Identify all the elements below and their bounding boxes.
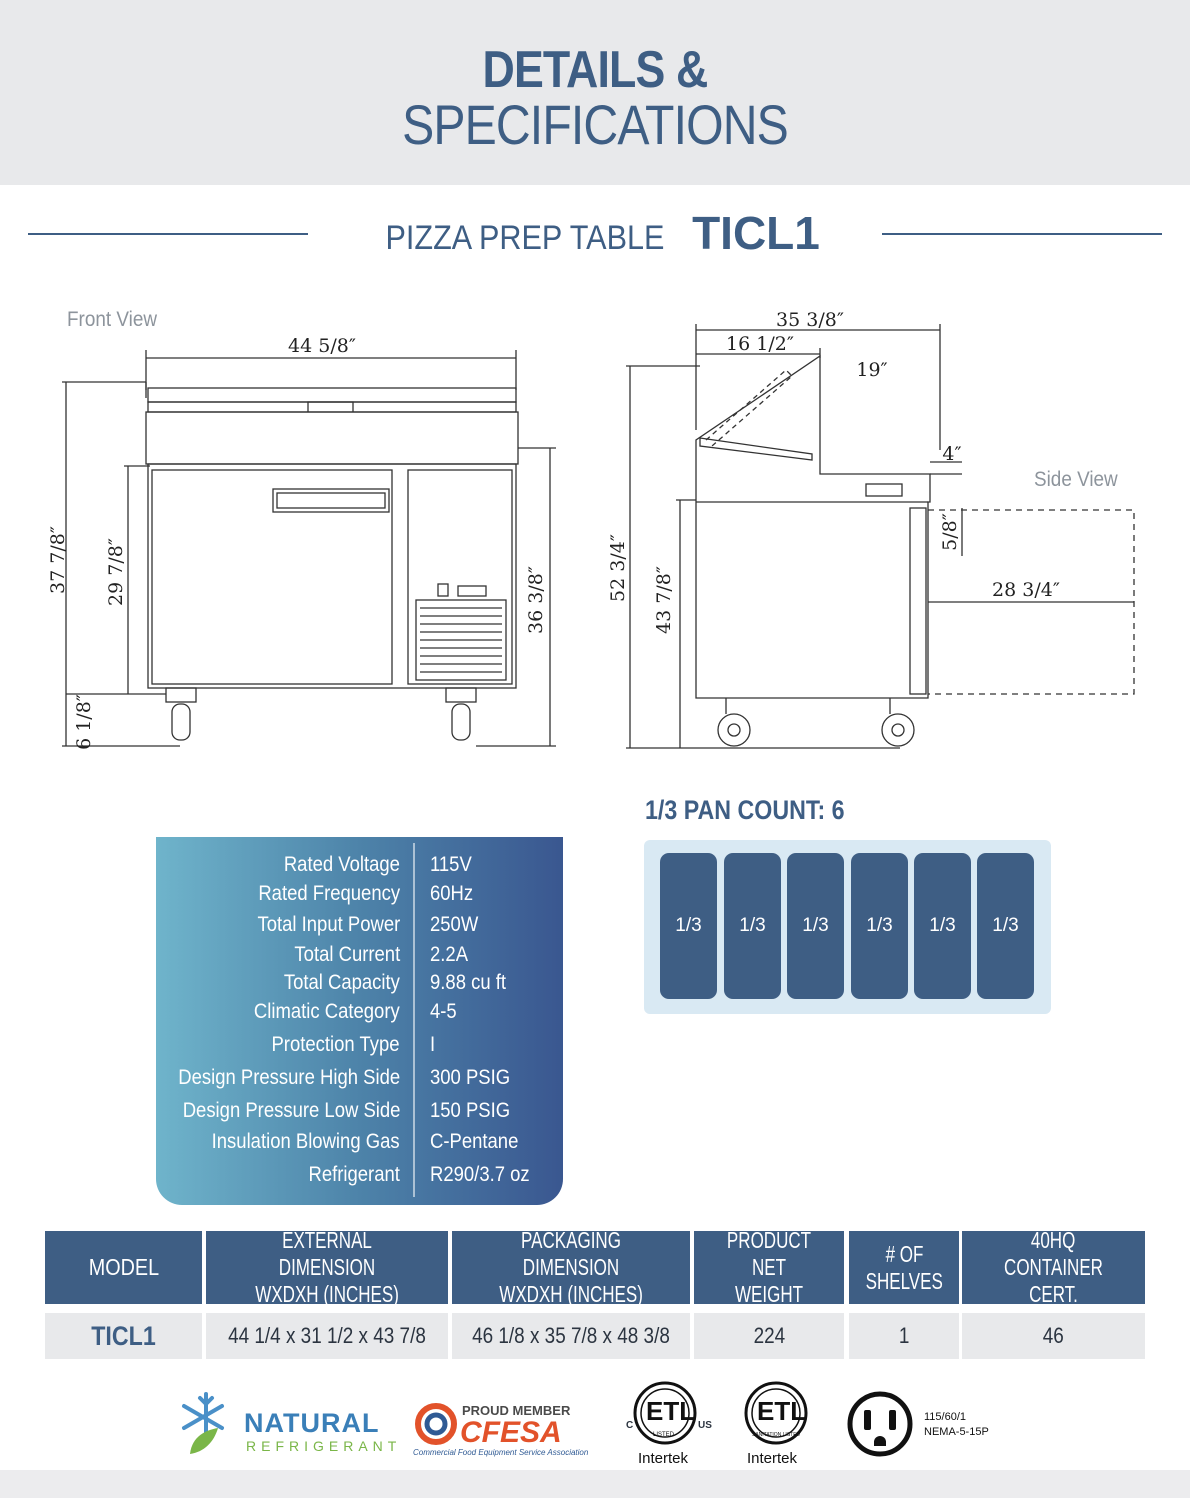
spec-row xyxy=(156,971,563,1001)
table-header-packaging-dimension: PACKAGING DIMENSION WXDXH (INCHES) xyxy=(452,1231,690,1304)
dim-front-cabinet-height: 29 7/8″ xyxy=(105,538,127,606)
table-header-container: 40HQ CONTAINER CERT. xyxy=(962,1231,1145,1304)
table-header-external-dimension: EXTERNAL DIMENSION WXDXH (INCHES) xyxy=(206,1231,448,1304)
etl-c-mark: C xyxy=(626,1420,634,1431)
spec-row xyxy=(156,1163,563,1193)
cfesa-proud-member: PROUD MEMBER xyxy=(462,1403,571,1418)
technical-drawing xyxy=(0,290,1190,770)
header-band xyxy=(0,0,1190,185)
side-view-dimension-text xyxy=(607,309,1060,634)
product-subtitle xyxy=(0,206,1190,260)
etl-listed-small: LISTED xyxy=(653,1432,675,1438)
spec-label: Total Input Power xyxy=(257,913,400,936)
dim-side-lid-depth: 16 1/2″ xyxy=(726,333,794,355)
dim-front-width: 44 5/8″ xyxy=(288,335,356,357)
dim-side-top-depth: 19″ xyxy=(856,359,888,381)
dim-side-total-depth: 35 3/8″ xyxy=(776,309,844,331)
table-header-net-weight: PRODUCT NET WEIGHT xyxy=(694,1231,844,1304)
pan-slot: 1/3 xyxy=(977,853,1034,999)
front-view-label: Front View xyxy=(67,308,157,331)
spec-panel xyxy=(156,837,563,1205)
spec-label: Insulation Blowing Gas xyxy=(212,1130,400,1153)
etl-us-mark: US xyxy=(698,1420,712,1431)
spec-row xyxy=(156,882,563,912)
etl-mark-text: ETL xyxy=(646,1396,696,1426)
spec-row xyxy=(156,1066,563,1096)
intertek-label-2: Intertek xyxy=(747,1450,798,1467)
side-view-label: Side View xyxy=(1034,468,1118,491)
table-header-model: MODEL xyxy=(45,1231,202,1304)
spec-value: 300 PSIG xyxy=(430,1066,511,1089)
refrigerant-logo-text: REFRIGERANT xyxy=(246,1438,402,1454)
cfesa-logo-text: CFESA xyxy=(460,1416,562,1449)
page-title-line1: DETAILS & xyxy=(482,41,708,99)
table-cell-net-weight: 224 xyxy=(694,1313,844,1359)
dim-side-door-gap: 5/8″ xyxy=(939,513,961,551)
pan-slot: 1/3 xyxy=(914,853,971,999)
spec-label: Climatic Category xyxy=(254,1000,400,1023)
spec-value: C-Pentane xyxy=(430,1130,519,1153)
dim-side-total-height: 52 3/4″ xyxy=(607,534,629,602)
spec-row xyxy=(156,1000,563,1030)
footer-band xyxy=(0,1470,1190,1498)
table-cell-packaging-dimension: 46 1/8 x 35 7/8 x 48 3/8 xyxy=(452,1313,690,1359)
dim-front-total-height: 37 7/8″ xyxy=(47,526,69,594)
spec-row xyxy=(156,943,563,973)
cfesa-swirl-icon xyxy=(412,1400,460,1448)
spec-label: Rated Frequency xyxy=(258,882,400,905)
spec-label: Design Pressure Low Side xyxy=(182,1099,400,1122)
etl-sanitation-text: ETL xyxy=(757,1396,807,1426)
spec-label: Rated Voltage xyxy=(283,853,400,876)
table-cell-external-dimension: 44 1/4 x 31 1/2 x 43 7/8 xyxy=(206,1313,448,1359)
etl-sanitation-small: SANITATION LISTED xyxy=(752,1432,801,1438)
side-view-drawing xyxy=(626,324,1134,748)
spec-row xyxy=(156,1033,563,1063)
dim-side-cabinet-height: 43 7/8″ xyxy=(653,566,675,634)
spec-value: 115V xyxy=(430,853,472,876)
spec-value: 250W xyxy=(430,913,479,936)
spec-row xyxy=(156,853,563,883)
product-model: TICL1 xyxy=(692,207,820,259)
natural-logo-text: NATURAL xyxy=(244,1408,380,1438)
product-name: PIZZA PREP TABLE xyxy=(385,219,665,257)
spec-row xyxy=(156,913,563,943)
pan-slot: 1/3 xyxy=(787,853,844,999)
spec-label: Total Capacity xyxy=(283,971,400,994)
spec-value: 150 PSIG xyxy=(430,1099,511,1122)
dim-side-door-swing: 28 3/4″ xyxy=(992,579,1060,601)
pan-slot: 1/3 xyxy=(724,853,781,999)
spec-value: 4-5 xyxy=(430,1000,457,1023)
table-cell-container: 46 xyxy=(962,1313,1145,1359)
spec-label: Total Current xyxy=(294,943,400,966)
spec-row xyxy=(156,1130,563,1160)
dim-front-caster: 6 1/8″ xyxy=(73,694,95,750)
spec-label: Design Pressure High Side xyxy=(178,1066,400,1089)
pan-layout xyxy=(644,840,1051,1014)
pan-slot: 1/3 xyxy=(851,853,908,999)
dim-side-step: 4″ xyxy=(942,443,962,465)
spec-value: 2.2A xyxy=(430,943,469,966)
spec-label: Refrigerant xyxy=(308,1163,400,1186)
spec-label: Protection Type xyxy=(271,1033,400,1056)
table-header-shelves: # OF SHELVES xyxy=(849,1231,959,1304)
plug-type: NEMA-5-15P xyxy=(924,1426,989,1438)
plug-rating: 115/60/1 xyxy=(924,1411,967,1423)
pan-slot: 1/3 xyxy=(660,853,717,999)
spec-value: 9.88 cu ft xyxy=(430,971,507,994)
spec-value: 60Hz xyxy=(430,882,474,905)
pan-count-title: 1/3 PAN COUNT: 6 xyxy=(645,795,845,825)
spec-value: I xyxy=(430,1033,436,1056)
snowflake-leaf-icon xyxy=(170,1388,242,1460)
front-view-drawing xyxy=(62,350,556,746)
table-cell-shelves: 1 xyxy=(849,1313,959,1359)
dim-front-right-height: 36 3/8″ xyxy=(525,566,547,634)
intertek-label: Intertek xyxy=(638,1450,689,1467)
table-cell-model: TICL1 xyxy=(45,1313,202,1359)
spec-value: R290/3.7 oz xyxy=(430,1163,530,1186)
page-title-line2: SPECIFICATIONS xyxy=(402,93,788,156)
plug-outlet-icon xyxy=(846,1390,914,1458)
cfesa-subtitle: Commercial Food Equipment Service Association xyxy=(413,1448,589,1457)
spec-row xyxy=(156,1099,563,1129)
